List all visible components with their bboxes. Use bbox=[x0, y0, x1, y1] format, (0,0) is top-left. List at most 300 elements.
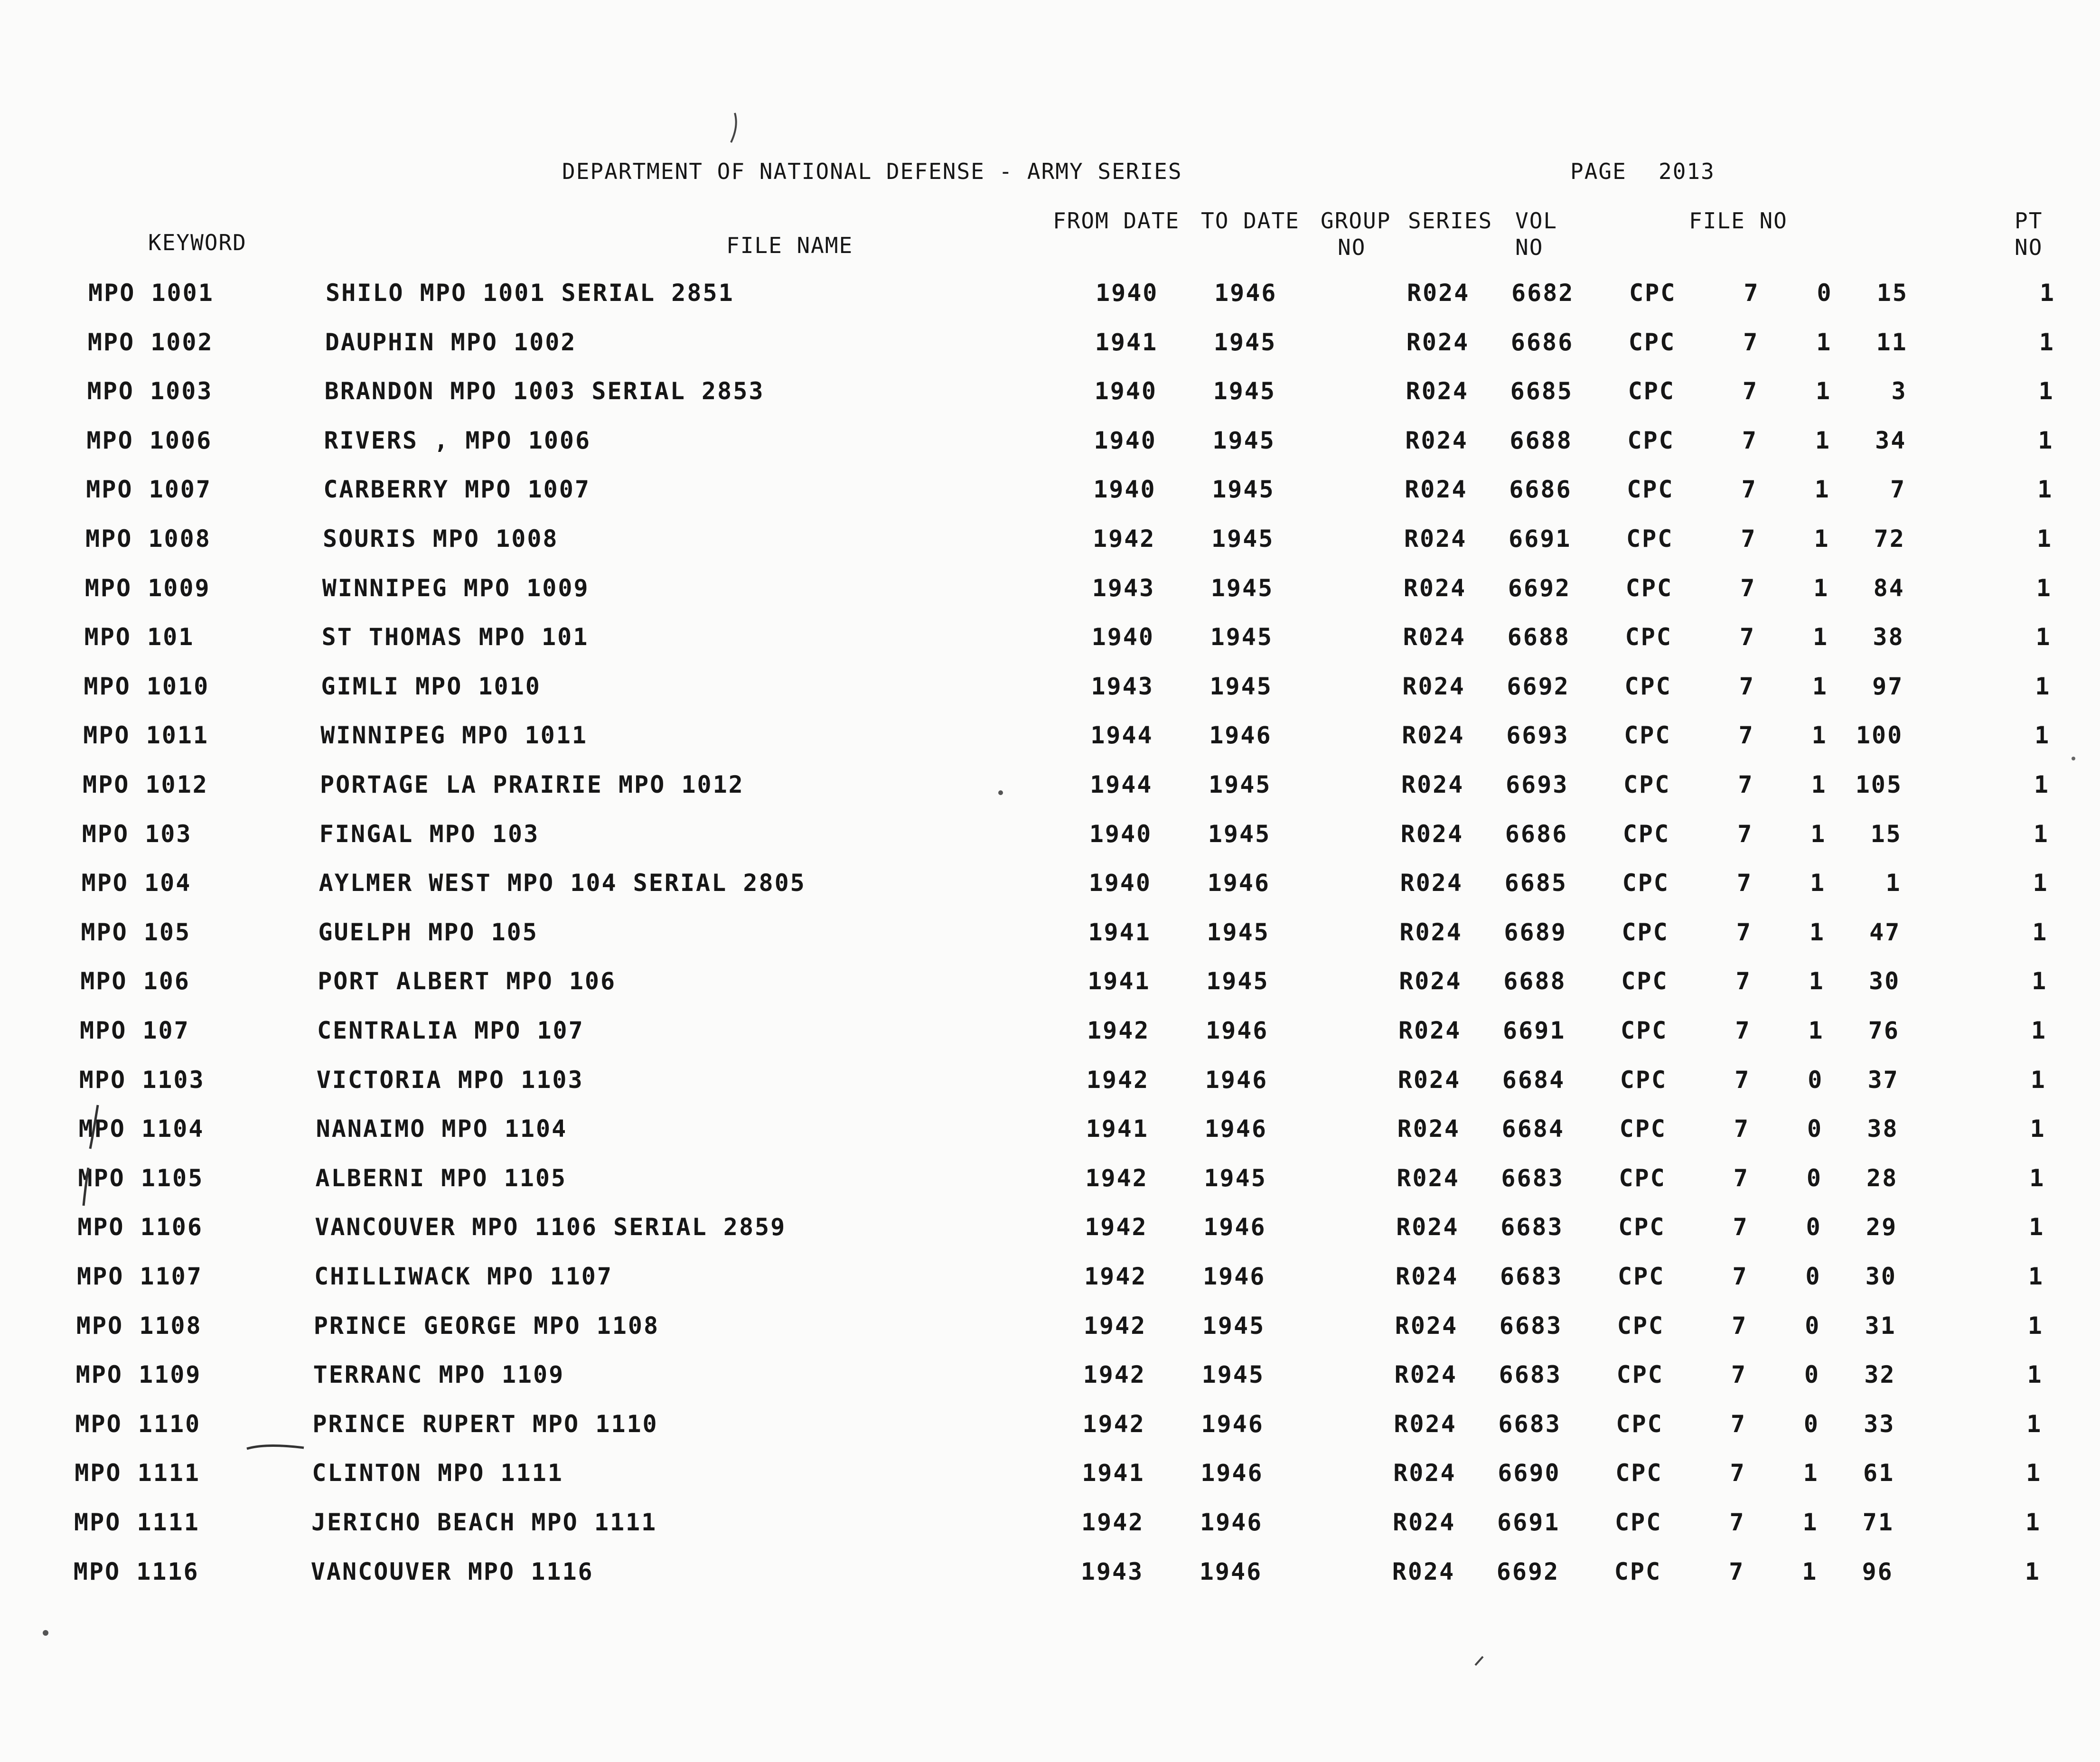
keyword-cell: MPO 1001 bbox=[88, 279, 214, 307]
file-name-cell: SOURIS MPO 1008 bbox=[323, 525, 559, 553]
header-to-date: TO DATE bbox=[1201, 208, 1300, 234]
file-no-part2: 1 bbox=[1813, 574, 1829, 602]
file-no-part1: 7 bbox=[1738, 722, 1754, 750]
from-date-cell: 1940 bbox=[1096, 279, 1159, 307]
pt-no-cell: 1 bbox=[2029, 1164, 2045, 1192]
to-date-cell: 1945 bbox=[1212, 476, 1275, 504]
to-date-cell: 1945 bbox=[1207, 918, 1270, 946]
file-no-part2: 1 bbox=[1809, 967, 1825, 995]
pt-no-cell: 1 bbox=[2034, 771, 2050, 798]
file-no-part2: 1 bbox=[1815, 426, 1831, 454]
series-cell: R024 bbox=[1400, 820, 1464, 848]
series-cell: R024 bbox=[1398, 1017, 1462, 1044]
series-cell: R024 bbox=[1393, 1509, 1456, 1536]
code-cell: CPC bbox=[1628, 328, 1676, 356]
code-cell: CPC bbox=[1619, 1164, 1666, 1192]
code-cell: CPC bbox=[1621, 1017, 1668, 1044]
pt-no-cell: 1 bbox=[2031, 1017, 2047, 1044]
pt-no-cell: 1 bbox=[2035, 672, 2051, 700]
code-cell: CPC bbox=[1628, 377, 1675, 405]
to-date-cell: 1946 bbox=[1203, 1213, 1266, 1241]
from-date-cell: 1941 bbox=[1088, 967, 1151, 995]
to-date-cell: 1945 bbox=[1202, 1312, 1266, 1340]
to-date-cell: 1946 bbox=[1206, 1017, 1269, 1044]
vol-no-cell: 6683 bbox=[1500, 1263, 1563, 1290]
file-no-part1: 7 bbox=[1740, 574, 1756, 602]
keyword-cell: MPO 104 bbox=[81, 869, 192, 897]
file-name-cell: BRANDON MPO 1003 SERIAL 2853 bbox=[324, 377, 765, 405]
pt-no-cell: 1 bbox=[2037, 476, 2053, 504]
file-name-cell: TERRANC MPO 1109 bbox=[313, 1361, 565, 1389]
document-title: DEPARTMENT OF NATIONAL DEFENSE - ARMY SERIES bbox=[562, 159, 1182, 184]
file-no-part1: 7 bbox=[1741, 476, 1757, 504]
file-no-part1: 7 bbox=[1729, 1509, 1745, 1536]
from-date-cell: 1943 bbox=[1092, 574, 1155, 602]
file-no-part3: 1 bbox=[1885, 869, 1902, 897]
file-name-cell: GUELPH MPO 105 bbox=[318, 918, 538, 946]
to-date-cell: 1945 bbox=[1209, 672, 1273, 700]
series-cell: R024 bbox=[1395, 1312, 1458, 1340]
file-name-cell: VANCOUVER MPO 1116 bbox=[310, 1557, 594, 1585]
to-date-cell: 1945 bbox=[1206, 967, 1269, 995]
pt-no-cell: 1 bbox=[2026, 1459, 2042, 1487]
from-date-cell: 1940 bbox=[1091, 623, 1155, 651]
file-name-cell: NANAIMO MPO 1104 bbox=[316, 1115, 568, 1143]
series-cell: R024 bbox=[1404, 525, 1467, 553]
file-name-cell: SHILO MPO 1001 SERIAL 2851 bbox=[326, 279, 734, 307]
file-name-cell: CENTRALIA MPO 107 bbox=[317, 1017, 584, 1044]
keyword-cell: MPO 1107 bbox=[77, 1263, 203, 1290]
to-date-cell: 1945 bbox=[1208, 820, 1271, 848]
file-no-part1: 7 bbox=[1733, 1213, 1749, 1241]
file-no-part2: 1 bbox=[1814, 525, 1830, 553]
vol-no-cell: 6683 bbox=[1501, 1164, 1564, 1192]
series-cell: R024 bbox=[1405, 476, 1468, 504]
code-cell: CPC bbox=[1619, 1115, 1667, 1143]
keyword-cell: MPO 1108 bbox=[76, 1312, 202, 1340]
series-cell: R024 bbox=[1396, 1263, 1459, 1290]
file-no-part2: 0 bbox=[1806, 1213, 1822, 1241]
file-no-part2: 1 bbox=[1803, 1459, 1819, 1487]
pt-no-cell: 1 bbox=[2028, 1263, 2044, 1290]
file-no-part3: 76 bbox=[1868, 1017, 1900, 1044]
series-cell: R024 bbox=[1397, 1115, 1461, 1143]
code-cell: CPC bbox=[1616, 1361, 1664, 1389]
code-cell: CPC bbox=[1615, 1509, 1662, 1536]
to-date-cell: 1946 bbox=[1205, 1066, 1268, 1094]
to-date-cell: 1946 bbox=[1199, 1557, 1263, 1585]
from-date-cell: 1941 bbox=[1095, 328, 1158, 356]
file-no-part2: 1 bbox=[1808, 1017, 1824, 1044]
code-cell: CPC bbox=[1624, 722, 1671, 750]
header-pt: PT bbox=[2015, 208, 2043, 234]
file-name-cell: RIVERS , MPO 1006 bbox=[324, 426, 591, 454]
file-name-cell: PORT ALBERT MPO 106 bbox=[318, 967, 617, 995]
keyword-cell: MPO 1010 bbox=[84, 672, 210, 700]
keyword-cell: MPO 1106 bbox=[77, 1213, 204, 1241]
file-no-part1: 7 bbox=[1731, 1361, 1747, 1389]
code-cell: CPC bbox=[1614, 1557, 1662, 1585]
file-name-cell: DAUPHIN MPO 1002 bbox=[325, 328, 577, 356]
to-date-cell: 1946 bbox=[1203, 1263, 1266, 1290]
code-cell: CPC bbox=[1618, 1263, 1665, 1290]
code-cell: CPC bbox=[1615, 1459, 1663, 1487]
keyword-cell: MPO 1003 bbox=[87, 377, 213, 405]
from-date-cell: 1942 bbox=[1082, 1410, 1145, 1438]
file-no-part3: 37 bbox=[1867, 1066, 1899, 1094]
from-date-cell: 1942 bbox=[1087, 1017, 1150, 1044]
pt-no-cell: 1 bbox=[2027, 1312, 2044, 1340]
pt-no-cell: 1 bbox=[2033, 820, 2049, 848]
file-no-part1: 7 bbox=[1735, 1017, 1751, 1044]
vol-no-cell: 6692 bbox=[1496, 1557, 1560, 1585]
series-cell: R024 bbox=[1396, 1213, 1459, 1241]
code-cell: CPC bbox=[1625, 623, 1672, 651]
file-no-part2: 0 bbox=[1805, 1312, 1821, 1340]
from-date-cell: 1940 bbox=[1089, 820, 1153, 848]
from-date-cell: 1942 bbox=[1083, 1312, 1147, 1340]
file-name-cell: ST THOMAS MPO 101 bbox=[321, 623, 589, 651]
file-name-cell: CARBERRY MPO 1007 bbox=[323, 476, 591, 504]
from-date-cell: 1940 bbox=[1094, 426, 1157, 454]
file-no-part3: 30 bbox=[1865, 1263, 1897, 1290]
file-no-part2: 0 bbox=[1804, 1361, 1820, 1389]
series-cell: R024 bbox=[1393, 1459, 1456, 1487]
file-no-part1: 7 bbox=[1743, 328, 1759, 356]
code-cell: CPC bbox=[1627, 426, 1675, 454]
series-cell: R024 bbox=[1402, 672, 1465, 700]
to-date-cell: 1945 bbox=[1212, 426, 1275, 454]
file-no-part1: 7 bbox=[1730, 1410, 1746, 1438]
keyword-cell: MPO 107 bbox=[80, 1017, 190, 1044]
file-no-part1: 7 bbox=[1732, 1312, 1748, 1340]
vol-no-cell: 6686 bbox=[1510, 328, 1574, 356]
from-date-cell: 1942 bbox=[1086, 1066, 1150, 1094]
header-group-no: NO bbox=[1338, 234, 1366, 260]
vol-no-cell: 6683 bbox=[1499, 1361, 1562, 1389]
vol-no-cell: 6686 bbox=[1509, 476, 1572, 504]
series-cell: R024 bbox=[1394, 1361, 1458, 1389]
vol-no-cell: 6693 bbox=[1506, 771, 1569, 798]
keyword-cell: MPO 1007 bbox=[86, 476, 212, 504]
code-cell: CPC bbox=[1622, 869, 1669, 897]
series-cell: R024 bbox=[1397, 1066, 1461, 1094]
file-no-part1: 7 bbox=[1735, 967, 1752, 995]
code-cell: CPC bbox=[1616, 1410, 1663, 1438]
file-no-part3: 32 bbox=[1864, 1361, 1896, 1389]
pt-no-cell: 1 bbox=[2038, 426, 2054, 454]
vol-no-cell: 6691 bbox=[1497, 1509, 1560, 1536]
file-no-part3: 72 bbox=[1874, 525, 1905, 553]
file-name-cell: WINNIPEG MPO 1009 bbox=[322, 574, 590, 602]
file-name-cell: VICTORIA MPO 1103 bbox=[316, 1066, 584, 1094]
to-date-cell: 1945 bbox=[1213, 377, 1276, 405]
file-no-part2: 1 bbox=[1811, 771, 1827, 798]
file-no-part1: 7 bbox=[1737, 820, 1753, 848]
keyword-cell: MPO 1008 bbox=[85, 525, 211, 553]
vol-no-cell: 6688 bbox=[1507, 623, 1571, 651]
file-no-part1: 7 bbox=[1742, 426, 1758, 454]
from-date-cell: 1942 bbox=[1084, 1263, 1147, 1290]
to-date-cell: 1946 bbox=[1214, 279, 1277, 307]
series-cell: R024 bbox=[1397, 1164, 1460, 1192]
keyword-cell: MPO 101 bbox=[84, 623, 195, 651]
vol-no-cell: 6684 bbox=[1501, 1115, 1565, 1143]
file-name-cell: VANCOUVER MPO 1106 SERIAL 2859 bbox=[315, 1213, 787, 1241]
keyword-cell: MPO 1002 bbox=[87, 328, 214, 356]
code-cell: CPC bbox=[1625, 574, 1673, 602]
series-cell: R024 bbox=[1403, 574, 1467, 602]
vol-no-cell: 6691 bbox=[1503, 1017, 1566, 1044]
from-date-cell: 1942 bbox=[1093, 525, 1156, 553]
header-from-date: FROM DATE bbox=[1053, 208, 1180, 234]
file-no-part3: 61 bbox=[1863, 1459, 1895, 1487]
file-no-part1: 7 bbox=[1730, 1459, 1746, 1487]
file-no-part3: 84 bbox=[1873, 574, 1905, 602]
vol-no-cell: 6692 bbox=[1508, 574, 1571, 602]
from-date-cell: 1943 bbox=[1091, 672, 1154, 700]
code-cell: CPC bbox=[1624, 672, 1672, 700]
file-no-part1: 7 bbox=[1741, 525, 1757, 553]
from-date-cell: 1942 bbox=[1083, 1361, 1146, 1389]
file-no-part2: 0 bbox=[1817, 279, 1833, 307]
from-date-cell: 1944 bbox=[1090, 771, 1153, 798]
keyword-cell: MPO 1009 bbox=[84, 574, 211, 602]
pt-no-cell: 1 bbox=[2026, 1410, 2043, 1438]
code-cell: CPC bbox=[1622, 820, 1670, 848]
code-cell: CPC bbox=[1621, 967, 1669, 995]
header-keyword: KEYWORD bbox=[148, 230, 247, 255]
to-date-cell: 1945 bbox=[1211, 525, 1275, 553]
file-name-cell: CHILLIWACK MPO 1107 bbox=[314, 1263, 613, 1290]
pt-no-cell: 1 bbox=[2030, 1066, 2046, 1094]
header-series: SERIES bbox=[1408, 208, 1493, 234]
code-cell: CPC bbox=[1627, 476, 1674, 504]
file-no-part3: 47 bbox=[1869, 918, 1901, 946]
from-date-cell: 1940 bbox=[1088, 869, 1152, 897]
series-cell: R024 bbox=[1394, 1410, 1457, 1438]
file-no-part1: 7 bbox=[1729, 1557, 1745, 1585]
vol-no-cell: 6683 bbox=[1500, 1213, 1564, 1241]
vol-no-cell: 6683 bbox=[1498, 1410, 1561, 1438]
file-no-part2: 1 bbox=[1802, 1509, 1819, 1536]
file-no-part3: 100 bbox=[1856, 722, 1903, 750]
vol-no-cell: 6690 bbox=[1498, 1459, 1561, 1487]
from-date-cell: 1940 bbox=[1094, 377, 1158, 405]
to-date-cell: 1945 bbox=[1213, 328, 1277, 356]
keyword-cell: MPO 1111 bbox=[74, 1509, 200, 1536]
vol-no-cell: 6692 bbox=[1507, 672, 1570, 700]
file-no-part3: 96 bbox=[1862, 1557, 1894, 1585]
file-no-part2: 1 bbox=[1802, 1557, 1818, 1585]
file-no-part2: 1 bbox=[1810, 820, 1827, 848]
vol-no-cell: 6688 bbox=[1503, 967, 1566, 995]
to-date-cell: 1946 bbox=[1200, 1459, 1264, 1487]
from-date-cell: 1943 bbox=[1080, 1557, 1144, 1585]
keyword-cell: MPO 1105 bbox=[78, 1164, 204, 1192]
file-no-part3: 3 bbox=[1891, 377, 1907, 405]
file-no-part2: 0 bbox=[1806, 1164, 1822, 1192]
keyword-cell: MPO 105 bbox=[81, 918, 191, 946]
file-no-part1: 7 bbox=[1733, 1164, 1749, 1192]
file-no-part3: 34 bbox=[1875, 426, 1907, 454]
series-cell: R024 bbox=[1406, 377, 1469, 405]
keyword-cell: MPO 106 bbox=[80, 967, 190, 995]
series-cell: R024 bbox=[1407, 279, 1470, 307]
file-no-part1: 7 bbox=[1743, 377, 1759, 405]
file-no-part3: 33 bbox=[1864, 1410, 1895, 1438]
file-no-part2: 1 bbox=[1812, 672, 1828, 700]
file-no-part2: 1 bbox=[1811, 722, 1828, 750]
file-no-part2: 1 bbox=[1809, 918, 1825, 946]
code-cell: CPC bbox=[1623, 771, 1671, 798]
file-no-part1: 7 bbox=[1739, 672, 1755, 700]
file-no-part1: 7 bbox=[1737, 869, 1753, 897]
file-no-part2: 1 bbox=[1813, 623, 1829, 651]
keyword-cell: MPO 1103 bbox=[79, 1066, 205, 1094]
file-no-part1: 7 bbox=[1736, 918, 1752, 946]
code-cell: CPC bbox=[1620, 1066, 1668, 1094]
file-name-cell: WINNIPEG MPO 1011 bbox=[320, 722, 588, 750]
from-date-cell: 1940 bbox=[1093, 476, 1156, 504]
from-date-cell: 1942 bbox=[1085, 1164, 1148, 1192]
from-date-cell: 1941 bbox=[1082, 1459, 1145, 1487]
vol-no-cell: 6685 bbox=[1504, 869, 1568, 897]
file-no-part3: 7 bbox=[1890, 476, 1906, 504]
vol-no-cell: 6684 bbox=[1502, 1066, 1566, 1094]
keyword-cell: MPO 1116 bbox=[73, 1557, 199, 1585]
file-name-cell: PRINCE GEORGE MPO 1108 bbox=[313, 1312, 660, 1340]
pt-no-cell: 1 bbox=[2025, 1509, 2041, 1536]
code-cell: CPC bbox=[1629, 279, 1677, 307]
header-pt-no: NO bbox=[2015, 234, 2043, 260]
series-cell: R024 bbox=[1392, 1557, 1455, 1585]
file-no-part1: 7 bbox=[1732, 1263, 1748, 1290]
to-date-cell: 1945 bbox=[1210, 574, 1274, 602]
file-no-part3: 38 bbox=[1873, 623, 1904, 651]
code-cell: CPC bbox=[1618, 1213, 1666, 1241]
pt-no-cell: 1 bbox=[2033, 869, 2049, 897]
file-no-part2: 0 bbox=[1808, 1066, 1824, 1094]
to-date-cell: 1946 bbox=[1207, 869, 1271, 897]
code-cell: CPC bbox=[1617, 1312, 1665, 1340]
file-no-part1: 7 bbox=[1740, 623, 1756, 651]
file-name-cell: CLINTON MPO 1111 bbox=[312, 1459, 563, 1487]
file-name-cell: ALBERNI MPO 1105 bbox=[315, 1164, 567, 1192]
file-name-cell: FINGAL MPO 103 bbox=[319, 820, 540, 848]
vol-no-cell: 6689 bbox=[1504, 918, 1567, 946]
from-date-cell: 1942 bbox=[1081, 1509, 1144, 1536]
file-no-part1: 7 bbox=[1734, 1115, 1750, 1143]
pt-no-cell: 1 bbox=[2039, 328, 2055, 356]
file-name-cell: AYLMER WEST MPO 104 SERIAL 2805 bbox=[319, 869, 806, 897]
to-date-cell: 1945 bbox=[1201, 1361, 1265, 1389]
header-vol: VOL bbox=[1515, 208, 1558, 234]
vol-no-cell: 6682 bbox=[1511, 279, 1575, 307]
file-no-part1: 7 bbox=[1744, 279, 1760, 307]
code-cell: CPC bbox=[1626, 525, 1674, 553]
series-cell: R024 bbox=[1403, 623, 1466, 651]
to-date-cell: 1946 bbox=[1201, 1410, 1264, 1438]
file-no-part3: 30 bbox=[1868, 967, 1901, 995]
series-cell: R024 bbox=[1406, 328, 1470, 356]
series-cell: R024 bbox=[1402, 722, 1465, 750]
vol-no-cell: 6693 bbox=[1506, 722, 1569, 750]
page-label: PAGE bbox=[1570, 159, 1627, 184]
pt-no-cell: 1 bbox=[2038, 377, 2054, 405]
pt-no-cell: 1 bbox=[2027, 1361, 2043, 1389]
to-date-cell: 1945 bbox=[1210, 623, 1274, 651]
vol-no-cell: 6691 bbox=[1509, 525, 1572, 553]
keyword-cell: MPO 1006 bbox=[86, 426, 213, 454]
file-no-part2: 1 bbox=[1816, 377, 1832, 405]
to-date-cell: 1946 bbox=[1200, 1509, 1263, 1536]
file-name-cell: JERICHO BEACH MPO 1111 bbox=[311, 1509, 657, 1536]
series-cell: R024 bbox=[1401, 771, 1464, 798]
page-number: 2013 bbox=[1659, 159, 1715, 184]
code-cell: CPC bbox=[1622, 918, 1669, 946]
keyword-cell: MPO 103 bbox=[82, 820, 192, 848]
series-cell: R024 bbox=[1405, 426, 1468, 454]
file-no-part3: 28 bbox=[1866, 1164, 1898, 1192]
file-no-part3: 29 bbox=[1866, 1213, 1898, 1241]
keyword-cell: MPO 1011 bbox=[83, 722, 209, 750]
header-file-no: FILE NO bbox=[1689, 208, 1788, 234]
pt-no-cell: 1 bbox=[2032, 918, 2048, 946]
file-no-part2: 1 bbox=[1810, 869, 1826, 897]
file-no-part3: 38 bbox=[1867, 1115, 1899, 1143]
file-no-part2: 0 bbox=[1803, 1410, 1819, 1438]
to-date-cell: 1946 bbox=[1204, 1115, 1268, 1143]
pt-no-cell: 1 bbox=[2034, 722, 2051, 750]
pt-no-cell: 1 bbox=[2039, 279, 2055, 307]
file-no-part2: 0 bbox=[1805, 1263, 1821, 1290]
from-date-cell: 1942 bbox=[1085, 1213, 1148, 1241]
pt-no-cell: 1 bbox=[2032, 967, 2048, 995]
file-name-cell: PORTAGE LA PRAIRIE MPO 1012 bbox=[320, 771, 744, 798]
header-vol-no: NO bbox=[1515, 234, 1544, 260]
series-cell: R024 bbox=[1399, 918, 1462, 946]
header-group: GROUP bbox=[1321, 208, 1391, 234]
file-no-part1: 7 bbox=[1734, 1066, 1751, 1094]
pt-no-cell: 1 bbox=[2025, 1557, 2041, 1585]
series-cell: R024 bbox=[1399, 967, 1462, 995]
keyword-cell: MPO 1109 bbox=[75, 1361, 202, 1389]
file-no-part3: 105 bbox=[1855, 771, 1903, 798]
keyword-cell: MPO 1111 bbox=[75, 1459, 201, 1487]
file-no-part2: 0 bbox=[1807, 1115, 1823, 1143]
to-date-cell: 1945 bbox=[1209, 771, 1272, 798]
pt-no-cell: 1 bbox=[2036, 574, 2052, 602]
header-file-name: FILE NAME bbox=[726, 233, 853, 258]
file-no-part2: 1 bbox=[1814, 476, 1830, 504]
file-name-cell: GIMLI MPO 1010 bbox=[321, 672, 541, 700]
keyword-cell: MPO 1110 bbox=[75, 1410, 201, 1438]
file-no-part3: 15 bbox=[1870, 820, 1902, 848]
file-no-part3: 11 bbox=[1876, 328, 1908, 356]
pt-no-cell: 1 bbox=[2036, 525, 2053, 553]
file-no-part3: 71 bbox=[1862, 1509, 1894, 1536]
from-date-cell: 1941 bbox=[1086, 1115, 1149, 1143]
vol-no-cell: 6686 bbox=[1505, 820, 1568, 848]
pt-no-cell: 1 bbox=[2029, 1213, 2045, 1241]
keyword-cell: MPO 1104 bbox=[78, 1115, 205, 1143]
keyword-cell: MPO 1012 bbox=[83, 771, 208, 798]
file-name-cell: PRINCE RUPERT MPO 1110 bbox=[312, 1410, 658, 1438]
file-no-part3: 97 bbox=[1872, 672, 1904, 700]
file-no-part1: 7 bbox=[1738, 771, 1754, 798]
vol-no-cell: 6683 bbox=[1499, 1312, 1563, 1340]
